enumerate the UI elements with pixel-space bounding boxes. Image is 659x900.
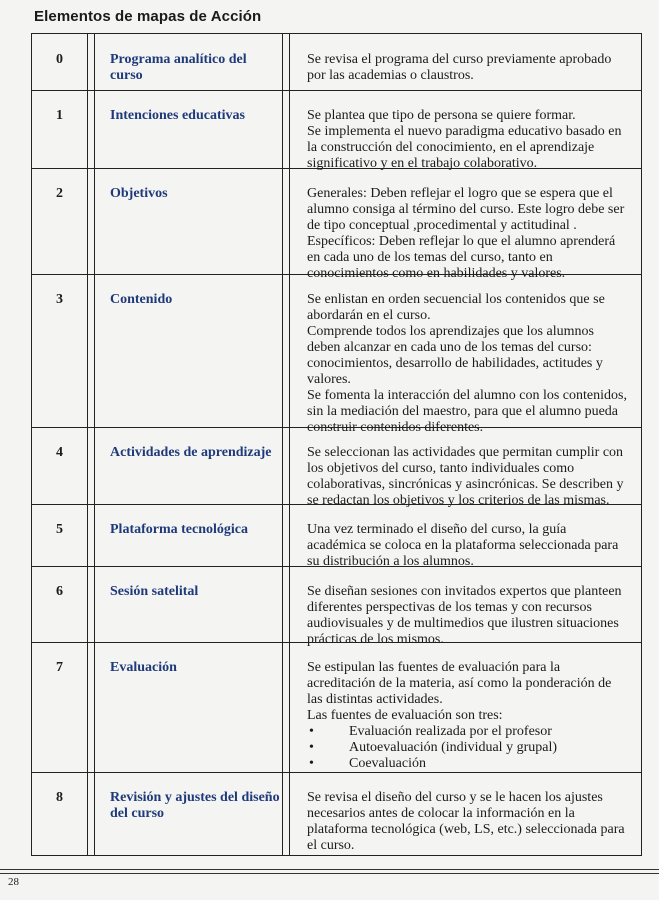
element-name: Actividades de aprendizaje	[110, 445, 272, 460]
row-divider	[32, 427, 641, 428]
description-paragraph: Se fomenta la interacción del alumno con los contenidos, sin la mediación del maestro, para que el alumno pueda construir contenidos diferentes.	[307, 388, 627, 435]
element-description	[307, 292, 627, 436]
row-number: 8	[56, 790, 63, 805]
table-row	[32, 34, 641, 90]
footer-divider	[0, 873, 659, 874]
description-paragraph: Específicos: Deben reflejar lo que el alumno aprenderá en cada uno de los temas del curso, tanto en conocimientos como en habilidades y valores.	[307, 234, 616, 281]
element-description	[307, 108, 627, 172]
element-description	[307, 660, 627, 772]
table-row	[32, 274, 641, 435]
element-name: Evaluación	[110, 660, 177, 675]
element-description	[307, 522, 627, 570]
list-item: • Evaluación realizada por el profesor	[307, 724, 627, 740]
page-number: 28	[8, 876, 19, 888]
table-row	[32, 566, 641, 647]
table-row	[32, 90, 641, 171]
element-name: Intenciones educativas	[110, 108, 245, 123]
table-row	[32, 772, 641, 857]
list-item: • Autoevaluación (individual y grupal)	[307, 740, 627, 756]
description-paragraph: Se plantea que tipo de persona se quiere formar.	[307, 108, 576, 123]
table-row	[32, 427, 641, 508]
element-name: Plataforma tecnológica	[110, 522, 249, 537]
element-description	[307, 52, 627, 84]
row-divider	[32, 504, 641, 505]
row-number: 7	[56, 660, 63, 675]
row-divider	[32, 274, 641, 275]
description-paragraph: Se estipulan las fuentes de evaluación para la acreditación de la materia, así como la ponderación de las distintas actividades.	[307, 660, 612, 707]
row-divider	[32, 566, 641, 567]
element-name: Objetivos	[110, 186, 168, 201]
row-divider	[32, 90, 641, 91]
element-name: Sesión satelital	[110, 584, 199, 599]
row-number: 5	[56, 522, 63, 537]
table-row	[32, 168, 641, 281]
row-number: 1	[56, 108, 63, 123]
description-paragraph: Generales: Deben reflejar el logro que se espera que el alumno consiga al término del curso. Este logro debe ser de tipo conceptual ,procedimental y actitudinal .	[307, 186, 625, 233]
row-number: 2	[56, 186, 63, 201]
footer-divider	[0, 869, 659, 870]
row-number: 4	[56, 445, 63, 460]
description-paragraph: Una vez terminado el diseño del curso, la guía académica se coloca en la plataforma seleccionada para su distribución a los alumnos.	[307, 522, 619, 569]
row-divider	[32, 772, 641, 773]
row-divider	[32, 168, 641, 169]
description-paragraph: Las fuentes de evaluación son tres:	[307, 708, 503, 723]
table-row	[32, 642, 641, 772]
element-description	[307, 790, 627, 854]
row-number: 3	[56, 292, 63, 307]
element-name: Programa analítico del curso	[110, 52, 247, 83]
list-item: • Coevaluación	[307, 756, 627, 772]
element-description	[307, 584, 627, 648]
description-paragraph: Se revisa el diseño del curso y se le hacen los ajustes necesarios antes de colocar la información en la plataforma tecnológica (web, LS, etc.) seleccionada para el curso.	[307, 790, 625, 853]
table-row	[32, 504, 641, 569]
description-paragraph: Se seleccionan las actividades que permitan cumplir con los objetivos del curso, tanto individuales como colaborativas, sincrónicas y asincrónicas. Se describen y se redactan los objetivos y los criterios de las mismas.	[307, 445, 624, 508]
page-title: Elementos de mapas de Acción	[34, 8, 262, 25]
description-paragraph: Se enlistan en orden secuencial los contenidos que se abordarán en el curso.	[307, 292, 605, 323]
action-map-table	[31, 33, 642, 856]
row-number: 6	[56, 584, 63, 599]
row-divider	[32, 642, 641, 643]
evaluation-sources-list	[307, 724, 627, 772]
element-name: Revisión y ajustes del diseño del curso	[110, 790, 280, 821]
row-number: 0	[56, 52, 63, 67]
description-paragraph: Se implementa el nuevo paradigma educativo basado en la construcción del conocimiento, en el aprendizaje significativo y en el trabajo colaborativo.	[307, 124, 622, 171]
element-description	[307, 186, 627, 282]
element-name: Contenido	[110, 292, 173, 307]
description-paragraph: Se diseñan sesiones con invitados expertos que planteen diferentes perspectivas de los temas y con recursos audiovisuales y de multimedios que ilustren situaciones prácticas de los mismos.	[307, 584, 622, 647]
element-description	[307, 445, 627, 509]
description-paragraph: Se revisa el programa del curso previamente aprobado por las academias o claustros.	[307, 52, 612, 83]
description-paragraph: Comprende todos los aprendizajes que los alumnos deben alcanzar en cada uno de los temas del curso: conocimientos, desarrollo de habilidades, actitudes y valores.	[307, 324, 603, 387]
